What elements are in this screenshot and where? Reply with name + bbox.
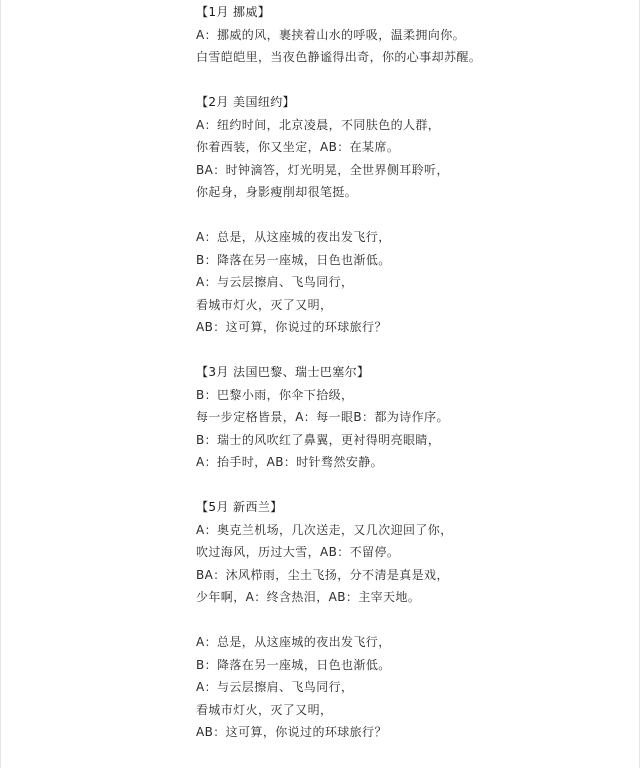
lyric-line: 看城市灯火，灭了又明， — [196, 702, 333, 717]
lyric-stanza — [196, 496, 626, 609]
lyric-line: B：降落在另一座城，日色也渐低。 — [196, 657, 391, 672]
lyric-line: B：降落在另一座城，日色也渐低。 — [196, 252, 391, 267]
stanza-heading: 【1月 挪威】 — [196, 5, 271, 19]
lyric-stanza — [196, 361, 626, 474]
lyric-line: 看城市灯火，灭了又明， — [196, 297, 333, 312]
lyric-line: 每一步定格皆景，A：每一眼B：都为诗作序。 — [196, 410, 449, 424]
lyric-line: A：总是，从这座城的夜出发飞行， — [196, 635, 391, 649]
lyric-line: 你起身，身影瘦削却很笔挺。 — [196, 185, 358, 199]
lyric-line: A：奥克兰机场，几次送走，又几次迎回了你， — [196, 522, 453, 537]
stanza-heading: 【3月 法国巴黎、瑞士巴塞尔】 — [196, 365, 370, 379]
lyric-line: AB：这可算，你说过的环球旅行？ — [196, 320, 387, 334]
lyric-stanza — [196, 631, 626, 744]
stanza-heading: 【2月 美国纽约】 — [196, 95, 296, 109]
lyric-line: 吹过海风，历过大雪，AB：不留停。 — [196, 545, 400, 559]
lyric-stanza — [196, 1, 626, 69]
lyric-line: A：挪威的风，裹挟着山水的呼吸，温柔拥向你。 — [196, 27, 466, 42]
lyric-line: B：瑞士的风吹红了鼻翼，更衬得明亮眼睛， — [196, 432, 441, 447]
lyric-stanza — [196, 226, 626, 339]
lyrics-body — [196, 1, 626, 766]
lyric-line: 你着西装，你又坐定，AB：在某席。 — [196, 140, 400, 154]
lyric-line: 白雪皑皑里，当夜色静谧得出奇，你的心事却苏醒。 — [196, 50, 482, 64]
lyric-line: B：巴黎小雨，你伞下拾级， — [196, 387, 354, 402]
lyric-line: A：纽约时间，北京凌晨，不同肤色的人群， — [196, 117, 441, 132]
lyric-line: 少年啊，A：终含热泪，AB：主宰天地。 — [196, 590, 421, 604]
lyric-line: BA：沐风栉雨，尘土飞扬，分不清是真是戏， — [196, 567, 449, 582]
lyric-line: BA：时钟滴答，灯光明晃，全世界侧耳聆听， — [196, 162, 449, 177]
lyric-line: A：与云层擦肩、飞鸟同行， — [196, 680, 354, 694]
lyric-line: A：抬手时，AB：时针骛然安静。 — [196, 455, 384, 469]
stanza-heading: 【5月 新西兰】 — [196, 500, 283, 514]
lyric-line: A：总是，从这座城的夜出发飞行， — [196, 230, 391, 244]
lyric-line: A：与云层擦肩、飞鸟同行， — [196, 275, 354, 289]
lyric-stanza — [196, 91, 626, 204]
lyric-line: AB：这可算，你说过的环球旅行？ — [196, 725, 387, 739]
